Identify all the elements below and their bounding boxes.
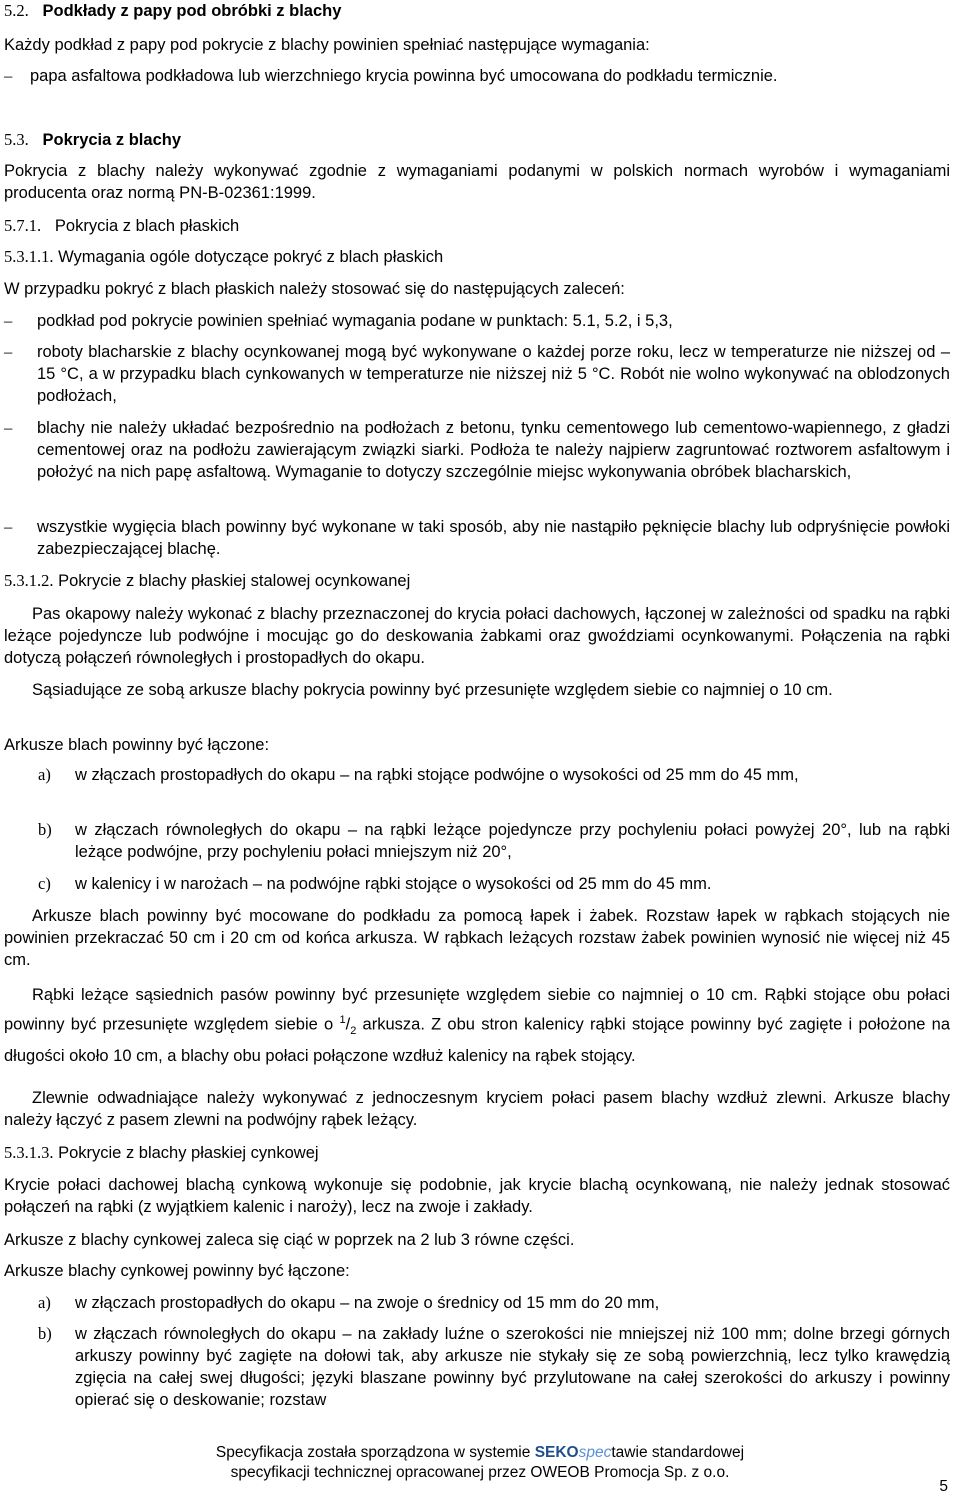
dash-bullet: – <box>4 418 13 437</box>
paragraph: Pas okapowy należy wykonać z blachy przeznaczonej do krycia połaci dachowych, łączonej w zależności od spadku na rąbki leżące pojedyncze lub podwójne i mocując go do deskowania żabkami oraz gwoździami ocynkowanymi. Połączenia na rąbki dotyczą połączeń równoległych i prostopadłych do okapu. <box>4 605 950 667</box>
heading-5-2 <box>4 0 950 22</box>
dash-bullet: – <box>4 517 13 536</box>
paragraph: Krycie połaci dachowej blachą cynkową wykonuje się podobnie, jak krycie blachą ocynkowaną, nie należy jednak stosować połączeń na rąbki (z wyjątkiem kalenic i naroży), lecz na zwoje i zakłady. <box>4 1176 950 1216</box>
section-number: 5.3. <box>4 130 29 149</box>
section-number: 5.3.1.1. <box>4 247 54 266</box>
heading-5-7-1 <box>4 215 950 237</box>
list-label: a) <box>38 1293 51 1312</box>
heading-5-3-1-1 <box>4 246 950 268</box>
paragraph-text: arkusza. Z obu stron kalenicy rąbki stojące powinny być zagięte i położone na długości około 10 cm, a blachy obu połaci połączone wzdłuż kalenicy na rąbek stojący. <box>4 1015 951 1065</box>
list-label: b) <box>38 1324 52 1343</box>
footer-line-2: specyfikacji technicznej opracowanej przez OWEOB Promocja Sp. z o.o. <box>230 1464 730 1481</box>
page-number: 5 <box>939 1478 948 1495</box>
list-label: a) <box>38 765 51 784</box>
paragraph: Zlewnie odwadniające należy wykonywać z jednoczesnym kryciem połaci pasem blachy wzdłuż zlewni. Arkusze blachy należy łączyć z pasem zlewni na podwójny rąbek leżący. <box>4 1089 950 1129</box>
list-item-text: w złączach równoległych do okapu – na zakłady luźne o szerokości nie mniejszej niż 100 mm; dolne brzegi górnych arkuszy powinny być zagięte na dołowi tak, aby arkusze nie stykały się ze sobą powierzchnią, lecz tylko krawędzią zgięcia na całej swej długości; języki blaszane powinny być przylutowane na całej szerokości do arkuszy i powinny opierać się o deskowanie; rozstaw <box>75 1325 950 1409</box>
paragraph: Rąbki leżące sąsiednich pasów powinny być przesunięte względem siebie co najmniej o 10 cm. Rąbki stojące obu połaci powinny być przesunięte względem siebie o $^1/_2$ arkusza. Z obu stron kalenicy rąbki stojące powinny być zagięte i położone na długości około 10 cm, a blachy obu połaci połączone wzdłuż kalenicy na rąbek stojący. <box>4 986 951 1065</box>
heading-5-3-1-2 <box>4 570 950 592</box>
list-item-text: podkład pod pokrycie powinien spełniać wymagania podane w punktach: 5.1, 5.2, i 5,3, <box>37 312 673 330</box>
fraction-denominator: 2 <box>350 1024 357 1037</box>
dash-bullet: – <box>4 66 13 85</box>
section-title: Pokrycie z blachy płaskiej cynkowej <box>58 1144 319 1162</box>
footer-line-1 <box>0 1444 960 1462</box>
paragraph: W przypadku pokryć z blach płaskich należy stosować się do następujących zaleceń: <box>4 280 625 298</box>
dash-bullet: – <box>4 311 13 330</box>
section-title: Podkłady z papy pod obróbki z blachy <box>42 2 342 20</box>
paragraph: Arkusze blachy cynkowej powinny być łączone: <box>4 1262 350 1280</box>
paragraph: Pokrycia z blachy należy wykonywać zgodnie z wymaganiami podanymi w polskich normach wyrobów i wymaganiami producenta oraz normą PN-B-02361:1999. <box>4 162 950 202</box>
section-title: Pokrycia z blach płaskich <box>54 217 240 235</box>
spec-logo-text: spec <box>578 1444 612 1461</box>
section-title: Pokrycie z blachy płaskiej stalowej ocynkowanej <box>58 572 411 590</box>
section-title: Pokrycia z blachy <box>42 131 182 149</box>
paragraph: Każdy podkład z papy pod pokrycie z blachy powinien spełniać następujące wymagania: <box>4 36 650 54</box>
section-title: Wymagania ogóle dotyczące pokryć z blach płaskich <box>58 248 444 266</box>
list-item-text: roboty blacharskie z blachy ocynkowanej mogą być wykonywane o każdej porze roku, lecz w temperaturze nie niższej od –15 °C, a w przypadku blach cynkowanych w temperaturze nie niższej niż 5 °C. Robót nie wolno wykonywać na oblodzonych podłożach, <box>37 343 950 405</box>
list-item-text: w złączach równoległych do okapu – na rąbki leżące pojedyncze przy pochyleniu połaci powyżej 20°, lub na rąbki leżące podwójne, przy pochyleniu połaci mniejszym niż 20°, <box>75 821 950 861</box>
heading-5-3 <box>4 129 950 151</box>
list-label: c) <box>38 874 51 893</box>
section-number: 5.3.1.2. <box>4 571 54 590</box>
dash-bullet: – <box>4 342 13 361</box>
list-item-text: wszystkie wygięcia blach powinny być wykonane w taki sposób, aby nie nastąpiło pęknięcie blachy lub odpryśnięcie powłoki zabezpieczającej blachę. <box>37 518 950 558</box>
list-item-text: w złączach prostopadłych do okapu – na rąbki stojące podwójne o wysokości od 25 mm do 45 mm, <box>75 766 799 784</box>
list-item-text: blachy nie należy układać bezpośrednio na podłożach z betonu, tynku cementowego lub cementowo-wapiennego, z gładzi cementowej oraz na podłożu zawierającym związki siarki. Podłoża te należy najpierw zagruntować roztworem asfaltowym i położyć na nich papę asfaltową. Wymaganie to dotyczy szczególnie miejsc wykonywania obróbek blacharskich, <box>37 419 950 481</box>
paragraph: Sąsiadujące ze sobą arkusze blachy pokrycia powinny być przesunięte względem siebie co najmniej o 10 cm. <box>32 681 833 699</box>
section-number: 5.7.1. <box>4 216 42 235</box>
list-label: b) <box>38 820 52 839</box>
paragraph-text: Rąbki leżące sąsiednich pasów powinny być przesunięte względem siebie co najmniej o 10 cm. Rąbki stojące obu połaci powinny być przesunięte względem siebie o <box>4 986 950 1034</box>
footer-text: tawie standardowej <box>611 1444 745 1461</box>
list-item-text: w złączach prostopadłych do okapu – na zwoje o średnicy od 15 mm do 20 mm, <box>75 1294 660 1312</box>
section-number: 5.3.1.3. <box>4 1143 54 1162</box>
section-number: 5.2. <box>4 1 29 20</box>
list-item-text: papa asfaltowa podkładowa lub wierzchniego krycia powinna być umocowana do podkładu termicznie. <box>30 67 778 85</box>
list-item-text: w kalenicy i w narożach – na podwójne rąbki stojące o wysokości od 25 mm do 45 mm. <box>75 875 712 893</box>
paragraph: Arkusze z blachy cynkowej zaleca się ciąć w poprzek na 2 lub 3 równe części. <box>4 1231 575 1249</box>
seko-logo-text: SEKO <box>534 1444 579 1461</box>
heading-5-3-1-3 <box>4 1142 950 1164</box>
fraction-numerator: 1 <box>339 1014 346 1026</box>
footer-text: Specyfikacja została sporządzona w systemie <box>215 1444 535 1461</box>
paragraph: Arkusze blach powinny być mocowane do podkładu za pomocą łapek i żabek. Rozstaw łapek w rąbkach stojących nie powinien przekraczać 50 cm i 20 cm od końca arkusza. W rąbkach leżących rozstaw żabek powinien wynosić nie więcej niż 45 cm. <box>4 907 950 969</box>
paragraph: Arkusze blach powinny być łączone: <box>4 736 270 754</box>
